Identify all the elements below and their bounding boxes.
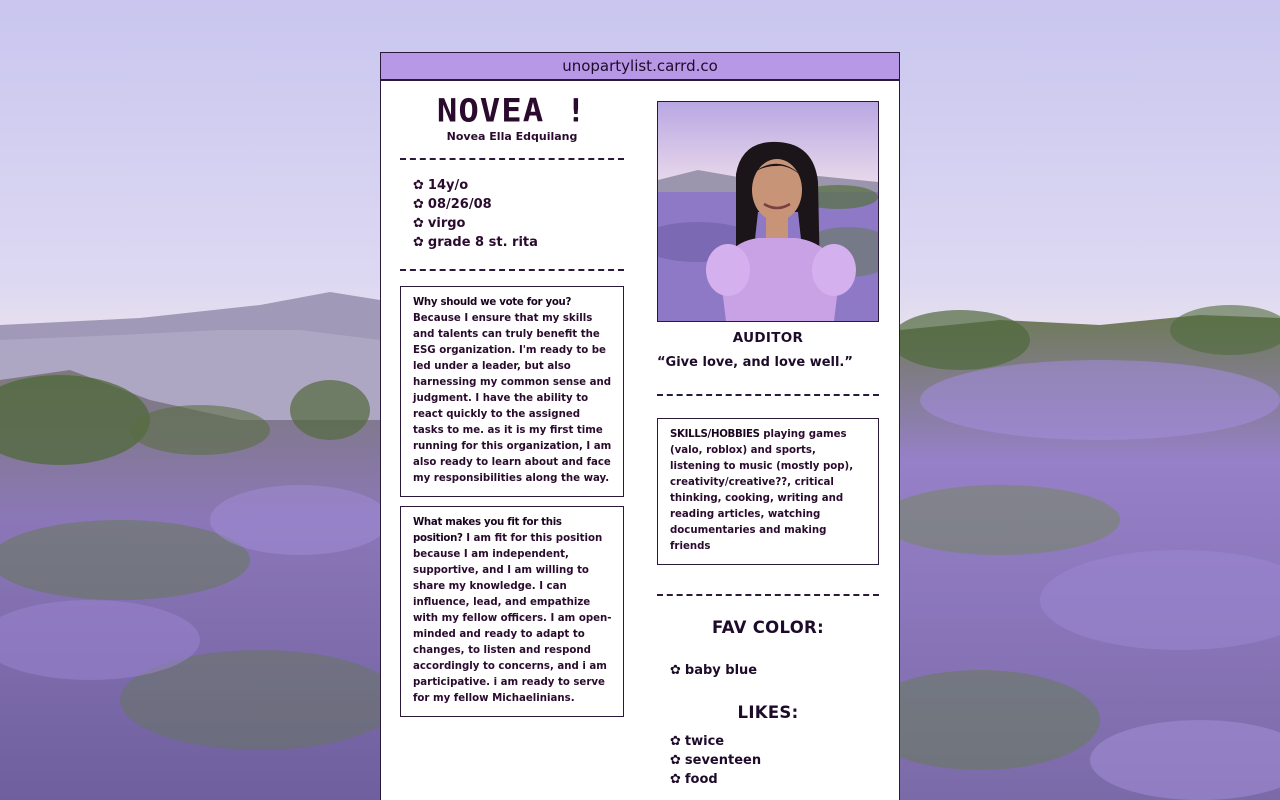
likes-list — [657, 732, 879, 789]
flower-icon: ✿ — [413, 216, 424, 231]
profile-photo — [657, 101, 879, 322]
fav-color-item: ✿ baby blue — [670, 663, 758, 678]
fact-grade: ✿ grade 8 st. rita — [413, 235, 538, 250]
fit-answer: I am fit for this position because I am independent, supportive, and I am willing to share my knowledge. I can influence, lead, and empathize with my fellow officers. I am open-minded and ready to adapt to changes, to listen and respond accordingly to concerns, and i am participative. i am ready to serve for my fellow Michaelinians. — [413, 533, 612, 704]
profile-card — [380, 52, 900, 800]
why-vote-answer: Because I ensure that my skills and talents can truly benefit the ESG organization. I'm ready to be led under a leader, but also harnessing my common sense and judgment. I have the ability to react quickly to the assigned tasks to me. as it is my first time running for this organization, I am also ready to learn about and face my responsibilities along the way. — [413, 313, 612, 484]
fit-question: What makes you fit for this position? — [413, 517, 562, 544]
flower-icon: ✿ — [413, 235, 424, 250]
likes-item: ✿ food — [670, 772, 718, 787]
fact-age: ✿ 14y/o — [413, 178, 469, 193]
right-column — [657, 101, 879, 789]
why-vote-question: Why should we vote for you? — [413, 297, 572, 308]
flower-icon: ✿ — [670, 734, 681, 749]
fit-box — [400, 506, 624, 717]
likes-title: LIKES: — [737, 703, 799, 722]
dashed-divider — [657, 594, 879, 596]
flower-icon: ✿ — [670, 663, 681, 678]
dashed-divider — [657, 394, 879, 396]
likes-item: ✿ seventeen — [670, 753, 762, 768]
flower-icon: ✿ — [670, 753, 681, 768]
full-name: Novea Ella Edquilang — [446, 130, 578, 143]
skills-label: SKILLS/HOBBIES — [670, 429, 760, 440]
position-role: AUDITOR — [732, 330, 804, 346]
site-url[interactable]: unopartylist.carrd.co — [562, 57, 718, 75]
fact-birthday: ✿ 08/26/08 — [413, 197, 492, 212]
skills-text: playing games (valo, roblox) and sports, listening to music (mostly pop), creativity/creative??, critical thinking, cooking, writing and reading articles, watching documentaries and making friends — [670, 429, 854, 552]
nickname-title: NOVEA ! — [436, 92, 588, 130]
fact-zodiac: ✿ virgo — [413, 216, 466, 231]
left-column — [400, 94, 624, 717]
site-url-bar[interactable] — [381, 53, 899, 81]
fav-color-list — [657, 661, 879, 680]
dashed-divider — [400, 158, 624, 160]
likes-item: ✿ twice — [670, 734, 725, 749]
motto-quote: “Give love, and love well.” — [657, 355, 853, 370]
flower-icon: ✿ — [413, 197, 424, 212]
dashed-divider — [400, 269, 624, 271]
facts-list — [400, 176, 624, 252]
why-vote-box — [400, 286, 624, 497]
flower-icon: ✿ — [413, 178, 424, 193]
flower-icon: ✿ — [670, 772, 681, 787]
fav-color-title: FAV COLOR: — [712, 618, 824, 637]
skills-box — [657, 418, 879, 565]
